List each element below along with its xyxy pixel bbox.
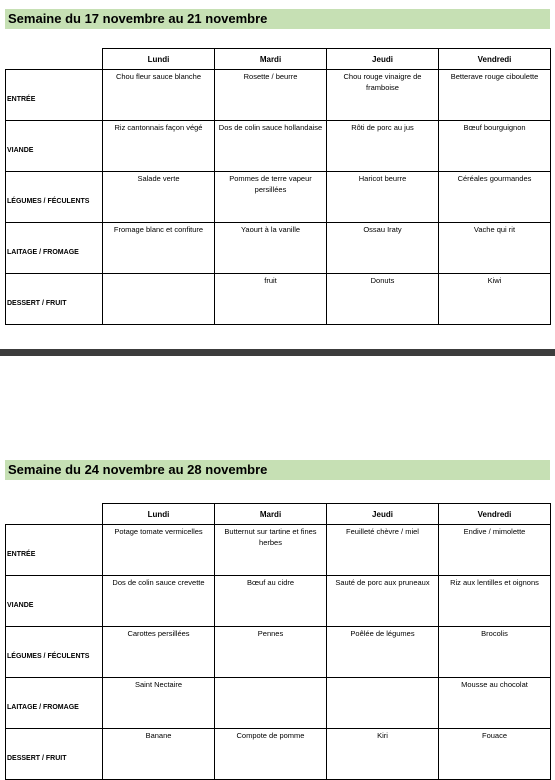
row-label: LAITAGE / FROMAGE: [6, 223, 103, 274]
menu-cell: Rôti de porc au jus: [327, 121, 439, 172]
week-2-menu-table: [5, 503, 551, 780]
day-header-jeudi: Jeudi: [327, 504, 439, 525]
row-label: DESSERT / FRUIT: [6, 274, 103, 325]
menu-cell: [215, 678, 327, 729]
menu-cell: Dos de colin sauce crevette: [103, 576, 215, 627]
menu-cell: Sauté de porc aux pruneaux: [327, 576, 439, 627]
table-header-row: [6, 504, 551, 525]
table-row: [6, 274, 551, 325]
menu-cell: Compote de pomme: [215, 729, 327, 780]
row-label: LÉGUMES / FÉCULENTS: [6, 627, 103, 678]
menu-cell: Carottes persillées: [103, 627, 215, 678]
day-header-mardi: Mardi: [215, 504, 327, 525]
menu-cell: Donuts: [327, 274, 439, 325]
day-header-mardi: Mardi: [215, 49, 327, 70]
menu-cell: Betterave rouge ciboulette: [439, 70, 551, 121]
table-row: [6, 121, 551, 172]
table-row: [6, 627, 551, 678]
week-1-menu-table: [5, 48, 551, 325]
table-row: [6, 729, 551, 780]
menu-cell: Riz cantonnais façon végé: [103, 121, 215, 172]
row-label: LAITAGE / FROMAGE: [6, 678, 103, 729]
row-label: ENTRÉE: [6, 70, 103, 121]
day-header-lundi: Lundi: [103, 49, 215, 70]
menu-cell: Feuilleté chèvre / miel: [327, 525, 439, 576]
menu-cell: Chou rouge vinaigre de framboise: [327, 70, 439, 121]
day-header-vendredi: Vendredi: [439, 504, 551, 525]
menu-cell: Pennes: [215, 627, 327, 678]
menu-cell: Riz aux lentilles et oignons: [439, 576, 551, 627]
row-label: VIANDE: [6, 576, 103, 627]
menu-cell: fruit: [215, 274, 327, 325]
menu-cell: Brocolis: [439, 627, 551, 678]
menu-cell: Saint Nectaire: [103, 678, 215, 729]
menu-cell: Fromage blanc et confiture: [103, 223, 215, 274]
menu-cell: Yaourt à la vanille: [215, 223, 327, 274]
row-label: VIANDE: [6, 121, 103, 172]
table-row: [6, 576, 551, 627]
menu-cell: Rosette / beurre: [215, 70, 327, 121]
row-label: DESSERT / FRUIT: [6, 729, 103, 780]
menu-cell: Banane: [103, 729, 215, 780]
table-row: [6, 678, 551, 729]
menu-cell: Mousse au chocolat: [439, 678, 551, 729]
menu-cell: Ossau Iraty: [327, 223, 439, 274]
table-header-row: [6, 49, 551, 70]
day-header-jeudi: Jeudi: [327, 49, 439, 70]
row-label: LÉGUMES / FÉCULENTS: [6, 172, 103, 223]
header-blank: [6, 504, 103, 525]
row-label: ENTRÉE: [6, 525, 103, 576]
table-row: [6, 70, 551, 121]
menu-cell: Bœuf au cidre: [215, 576, 327, 627]
week-2-title: Semaine du 24 novembre au 28 novembre: [5, 460, 550, 480]
week-1-title: Semaine du 17 novembre au 21 novembre: [5, 9, 550, 29]
day-header-lundi: Lundi: [103, 504, 215, 525]
menu-cell: Pommes de terre vapeur persillées: [215, 172, 327, 223]
menu-cell: Kiwi: [439, 274, 551, 325]
table-row: [6, 172, 551, 223]
menu-cell: [103, 274, 215, 325]
day-header-vendredi: Vendredi: [439, 49, 551, 70]
menu-cell: Potage tomate vermicelles: [103, 525, 215, 576]
menu-cell: Vache qui rit: [439, 223, 551, 274]
menu-cell: Bœuf bourguignon: [439, 121, 551, 172]
table-row: [6, 525, 551, 576]
table-row: [6, 223, 551, 274]
menu-cell: Kiri: [327, 729, 439, 780]
menu-cell: Haricot beurre: [327, 172, 439, 223]
menu-cell: Salade verte: [103, 172, 215, 223]
page-divider: [0, 349, 555, 356]
menu-cell: Butternut sur tartine et fines herbes: [215, 525, 327, 576]
header-blank: [6, 49, 103, 70]
menu-cell: Poêlée de légumes: [327, 627, 439, 678]
menu-cell: Céréales gourmandes: [439, 172, 551, 223]
menu-cell: Fouace: [439, 729, 551, 780]
menu-cell: Dos de colin sauce hollandaise: [215, 121, 327, 172]
menu-cell: Chou fleur sauce blanche: [103, 70, 215, 121]
menu-cell: Endive / mimolette: [439, 525, 551, 576]
menu-cell: [327, 678, 439, 729]
